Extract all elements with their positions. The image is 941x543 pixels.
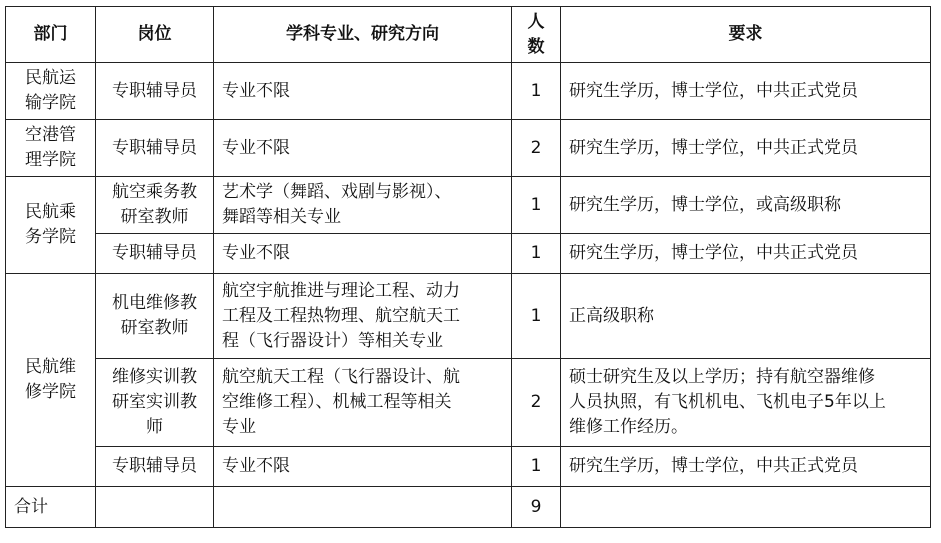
- header-dept: 部门: [6, 7, 96, 63]
- total-row: [6, 487, 931, 528]
- position-cell: 专职辅导员: [96, 63, 214, 120]
- table-row: [6, 177, 931, 234]
- dept-cell: 民航运 输学院: [6, 63, 96, 120]
- empty-cell: [96, 487, 214, 528]
- major-cell: 艺术学（舞蹈、戏剧与影视）、 舞蹈等相关专业: [214, 177, 512, 234]
- major-cell: 航空航天工程（飞行器设计、航 空维修工程）、机械工程等相关 专业: [214, 359, 512, 447]
- table-row: [6, 234, 931, 274]
- requirements-cell: 正高级职称: [561, 274, 931, 359]
- requirements-cell: 研究生学历，博士学位，中共正式党员: [561, 120, 931, 177]
- header-count: 人 数: [512, 7, 561, 63]
- dept-cell: 空港管 理学院: [6, 120, 96, 177]
- header-row: [6, 7, 931, 63]
- table-row: [6, 274, 931, 359]
- total-label: 合计: [6, 487, 96, 528]
- count-cell: 1: [512, 63, 561, 120]
- position-cell: 专职辅导员: [96, 447, 214, 487]
- count-cell: 2: [512, 359, 561, 447]
- dept-cell: 民航乘 务学院: [6, 177, 96, 274]
- header-requirements: 要求: [561, 7, 931, 63]
- major-cell: 专业不限: [214, 447, 512, 487]
- requirements-cell: 研究生学历，博士学位，中共正式党员: [561, 447, 931, 487]
- total-count: 9: [512, 487, 561, 528]
- major-cell: 专业不限: [214, 63, 512, 120]
- count-cell: 1: [512, 447, 561, 487]
- table-row: [6, 359, 931, 447]
- count-cell: 2: [512, 120, 561, 177]
- position-cell: 航空乘务教 研室教师: [96, 177, 214, 234]
- dept-cell: 民航维 修学院: [6, 274, 96, 487]
- count-cell: 1: [512, 177, 561, 234]
- requirements-cell: 研究生学历，博士学位，中共正式党员: [561, 234, 931, 274]
- empty-cell: [214, 487, 512, 528]
- major-cell: 专业不限: [214, 234, 512, 274]
- header-position: 岗位: [96, 7, 214, 63]
- major-cell: 专业不限: [214, 120, 512, 177]
- count-cell: 1: [512, 274, 561, 359]
- major-cell: 航空宇航推进与理论工程、动力 工程及工程热物理、航空航天工 程（飞行器设计）等相关专业: [214, 274, 512, 359]
- recruitment-table: [5, 6, 931, 528]
- requirements-cell: 研究生学历，博士学位，或高级职称: [561, 177, 931, 234]
- position-cell: 专职辅导员: [96, 234, 214, 274]
- count-cell: 1: [512, 234, 561, 274]
- requirements-cell: 研究生学历，博士学位，中共正式党员: [561, 63, 931, 120]
- requirements-cell: 硕士研究生及以上学历；持有航空器维修 人员执照，有飞机机电、飞机电子5年以上 维修工作经历。: [561, 359, 931, 447]
- position-cell: 维修实训教 研室实训教 师: [96, 359, 214, 447]
- table-row: [6, 447, 931, 487]
- empty-cell: [561, 487, 931, 528]
- position-cell: 专职辅导员: [96, 120, 214, 177]
- table-row: [6, 120, 931, 177]
- header-major: 学科专业、研究方向: [214, 7, 512, 63]
- position-cell: 机电维修教 研室教师: [96, 274, 214, 359]
- table-row: [6, 63, 931, 120]
